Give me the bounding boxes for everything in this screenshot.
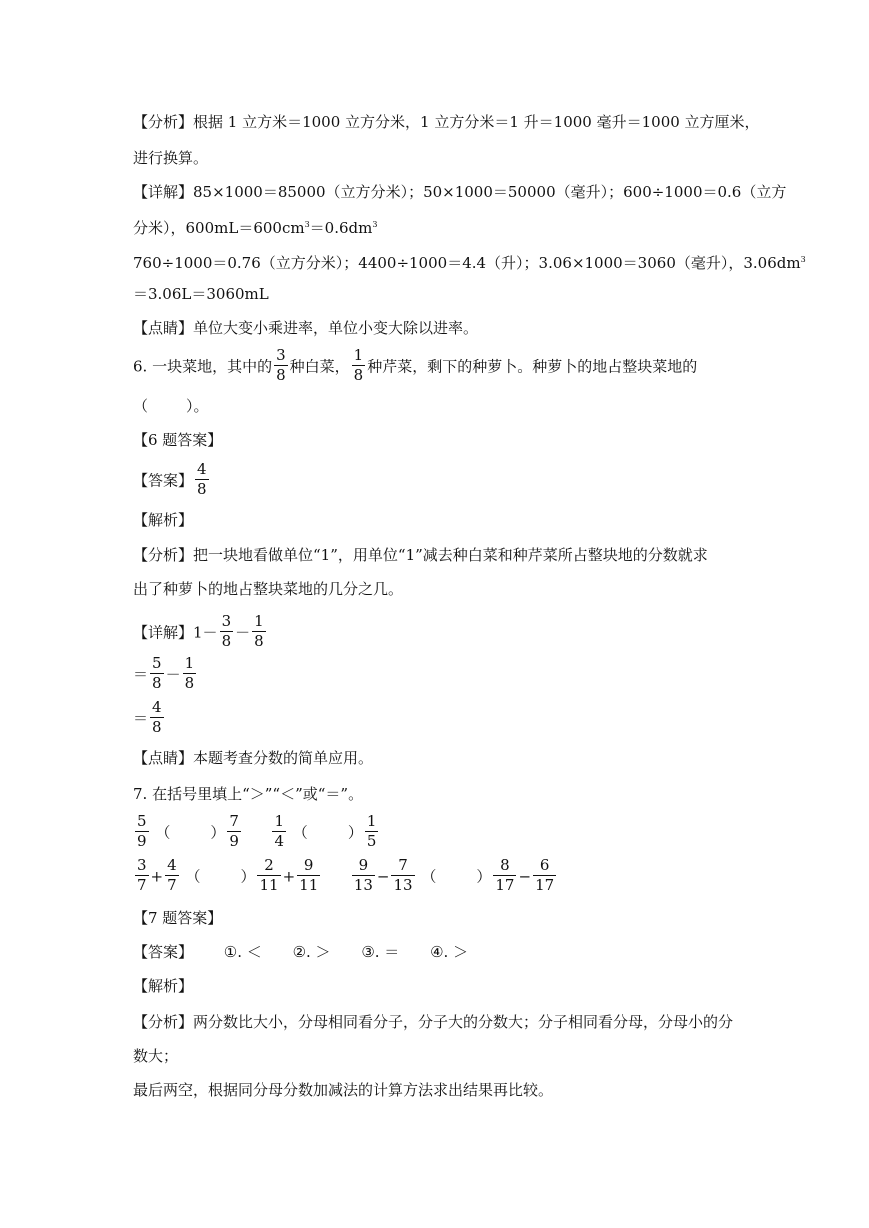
numerator: 8 [493, 856, 516, 876]
q5-detail-line4: ＝3.06L＝3060mL [133, 285, 269, 303]
fraction [135, 812, 149, 851]
plus-sign: + [282, 867, 296, 886]
numerator: 3 [137, 856, 147, 874]
numerator: 5 [137, 812, 147, 830]
comment-text: 单位大变小乘进率，单位小变大除以进率。 [193, 319, 479, 337]
numerator: 1 [366, 812, 377, 830]
analysis-text: 把一块地看做单位“1”，用单位“1”减去种白菜和种芹菜所占整块地的分数就求 [193, 546, 708, 564]
fraction [274, 346, 288, 385]
analysis-tag: 【分析】 [133, 546, 194, 564]
fraction [297, 856, 320, 895]
denominator: 8 [152, 718, 162, 736]
q5-comment [133, 318, 478, 338]
fraction [352, 346, 366, 385]
analysis-tag: 【分析】 [133, 1013, 194, 1031]
numerator: 9 [352, 856, 375, 876]
fraction [195, 460, 209, 499]
fraction [183, 654, 197, 693]
numerator: 1 [254, 612, 264, 630]
q6-jiexi: 【解析】 [133, 511, 194, 529]
minus-sign: － [235, 623, 251, 642]
q5-detail-line1 [133, 182, 786, 202]
numerator: 2 [257, 856, 280, 876]
paren-close: ） [210, 823, 226, 842]
fraction [352, 856, 375, 895]
detail-text: 85×1000＝85000（立方分米）；50×1000＝50000（毫升）；600÷1000＝0.6（立方 [193, 183, 787, 201]
denominator: 9 [137, 832, 147, 850]
denominator: 9 [229, 832, 239, 850]
fraction [391, 856, 414, 895]
q7-analysis-line1 [133, 1012, 733, 1032]
comment-text: 本题考查分数的简单应用。 [193, 749, 374, 767]
comment-tag: 【点睛】 [133, 319, 194, 337]
paren-open: （ [133, 397, 149, 415]
numerator: 1 [184, 654, 195, 672]
denominator: 13 [393, 876, 413, 894]
q5-analysis-line1 [133, 112, 760, 132]
denominator: 11 [259, 876, 279, 894]
paren-close: ） [240, 867, 256, 886]
q5-detail-line3 [133, 250, 806, 273]
paren-open: （ [421, 867, 437, 886]
detail-tag: 【详解】 [133, 183, 194, 201]
q6-blank [133, 396, 209, 416]
denominator: 13 [353, 876, 373, 894]
numerator: 1 [353, 346, 364, 364]
denominator: 7 [167, 876, 177, 894]
numerator: 6 [533, 856, 556, 876]
fraction [150, 698, 164, 737]
q6-answer-header: 【6 题答案】 [133, 431, 223, 449]
numerator: 1 [274, 812, 285, 830]
denominator: 17 [535, 876, 555, 894]
q6-comment [133, 748, 373, 768]
q7-problems-row1 [133, 814, 380, 853]
detail-tag: 【详解】 [133, 623, 194, 642]
numerator: 3 [221, 612, 232, 630]
fraction [165, 856, 179, 895]
detail-text: ＝0.6dm [309, 219, 373, 237]
denominator: 8 [221, 632, 232, 650]
denominator: 8 [353, 366, 364, 384]
answer-tag: 【答案】 [133, 471, 194, 490]
fraction [257, 856, 280, 895]
q6-analysis-line2: 出了种萝卜的地占整块菜地的几分之几。 [133, 580, 404, 598]
expression-text: 1－ [193, 623, 218, 642]
fraction [220, 612, 234, 651]
minus-sign: − [518, 867, 532, 886]
superscript: 3 [800, 255, 806, 264]
paren-close: ） [347, 823, 363, 842]
q7-answer-header: 【7 题答案】 [133, 909, 223, 927]
answer-item: ③. ＝ [361, 943, 400, 961]
equals-sign: ＝ [133, 709, 149, 728]
analysis-tag: 【分析】 [133, 113, 194, 131]
equals-sign: ＝ [133, 665, 149, 684]
stem-text: 种白菜， [289, 357, 350, 376]
superscript: 3 [304, 220, 310, 229]
q5-detail-line2 [133, 215, 377, 238]
q6-detail-line2 [133, 656, 198, 695]
plus-sign: + [150, 867, 164, 886]
paren-close: ）。 [186, 397, 209, 415]
denominator: 17 [495, 876, 515, 894]
fraction [493, 856, 516, 895]
paren-open: （ [185, 867, 201, 886]
numerator: 7 [391, 856, 414, 876]
numerator: 9 [297, 856, 320, 876]
q7-stem: 7. 在括号里填上“＞”“＜”或“＝”。 [133, 785, 364, 803]
q6-stem [133, 348, 697, 387]
denominator: 11 [299, 876, 319, 894]
denominator: 4 [274, 832, 285, 850]
q7-problems-row2 [133, 858, 558, 897]
numerator: 4 [197, 460, 207, 478]
denominator: 7 [137, 876, 147, 894]
numerator: 7 [229, 812, 239, 830]
answer-item: ①. ＜ [223, 943, 262, 961]
analysis-text: 两分数比大小，分母相同看分子，分子大的分数大；分子相同看分母，分母小的分 [193, 1013, 734, 1031]
superscript: 3 [372, 220, 378, 229]
answer-item: ②. ＞ [292, 943, 331, 961]
denominator: 8 [152, 674, 162, 692]
denominator: 8 [276, 366, 286, 384]
numerator: 3 [276, 346, 286, 364]
q7-analysis-line3: 最后两空，根据同分母分数加减法的计算方法求出结果再比较。 [133, 1081, 554, 1099]
fraction [365, 812, 379, 851]
denominator: 8 [197, 480, 207, 498]
fraction [227, 812, 241, 851]
q7-jiexi: 【解析】 [133, 977, 194, 995]
analysis-text: 根据 1 立方米＝1000 立方分米，1 立方分米＝1 升＝1000 毫升＝1000 立方厘米， [193, 113, 760, 131]
paren-open: （ [155, 823, 171, 842]
q6-answer [133, 462, 211, 501]
q5-analysis-line2: 进行换算。 [133, 149, 209, 167]
paren-open: （ [292, 823, 308, 842]
denominator: 5 [366, 832, 377, 850]
detail-text: 分米），600mL＝600cm [133, 219, 305, 237]
stem-text: 6. 一块菜地，其中的 [133, 357, 273, 376]
stem-text: 种芹菜，剩下的种萝卜。种萝卜的地占整块菜地的 [367, 357, 698, 376]
q7-analysis-line2: 数大； [133, 1047, 179, 1065]
answer-item: ④. ＞ [430, 943, 469, 961]
fraction [533, 856, 556, 895]
numerator: 5 [152, 654, 162, 672]
comment-tag: 【点睛】 [133, 749, 194, 767]
paren-close: ） [476, 867, 492, 886]
minus-sign: − [376, 867, 390, 886]
q6-analysis-line1 [133, 545, 708, 565]
q6-detail-line1 [133, 614, 268, 653]
fraction [252, 612, 266, 651]
minus-sign: － [165, 665, 181, 684]
fraction [150, 654, 164, 693]
answer-tag: 【答案】 [133, 943, 194, 961]
q7-answer [133, 942, 468, 962]
denominator: 8 [254, 632, 264, 650]
fraction [135, 856, 149, 895]
numerator: 4 [167, 856, 177, 874]
detail-text: 760÷1000＝0.76（立方分米）；4400÷1000＝4.4（升）；3.06×1000＝3060（毫升），3.06dm [133, 254, 801, 272]
fraction [272, 812, 286, 851]
q6-detail-line3 [133, 700, 166, 739]
denominator: 8 [184, 674, 195, 692]
numerator: 4 [152, 698, 162, 716]
